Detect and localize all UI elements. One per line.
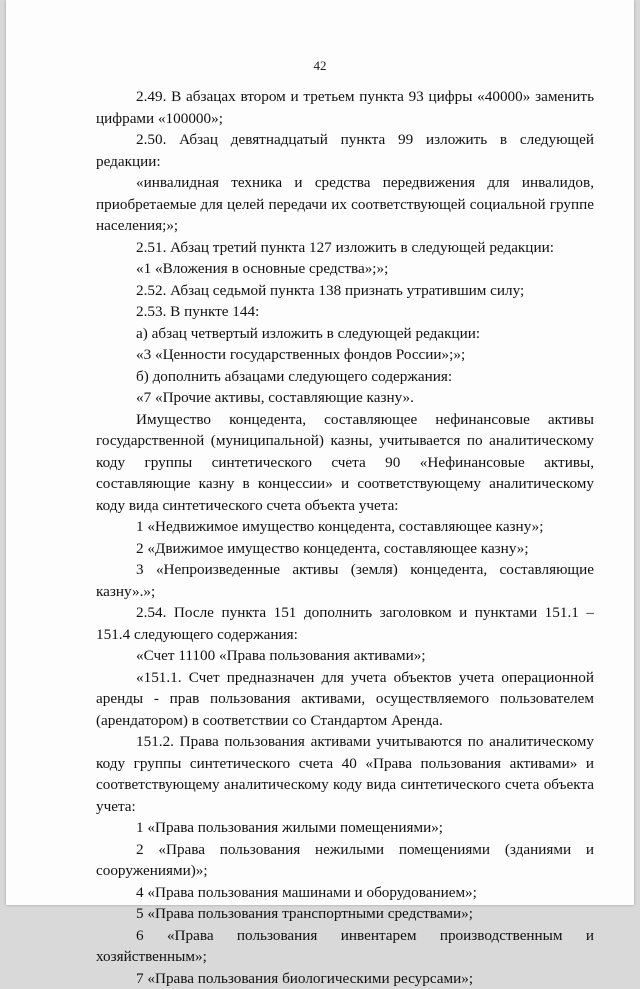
- paragraph: 2.52. Абзац седьмой пункта 138 признать утратившим силу;: [96, 280, 594, 302]
- paragraph: 151.2. Права пользования активами учитываются по аналитическому коду группы синтетического счета 40 «Права пользования активами» и соответствующему аналитическому коду вида синтетического счета объекта учета:: [96, 731, 594, 817]
- paragraph: б) дополнить абзацами следующего содержания:: [96, 366, 594, 388]
- paragraph: 2.49. В абзацах втором и третьем пункта 93 цифры «40000» заменить цифрами «100000»;: [96, 86, 594, 129]
- paragraph: Имущество концедента, составляющее нефинансовые активы государственной (муниципальной) казны, учитывается по аналитическому коду группы синтетического счета 90 «Нефинансовые активы, составляющие казну в концессии» и соответствующему аналитическому коду вида синтетического счета объекта учета:: [96, 409, 594, 517]
- paragraph: «1 «Вложения в основные средства»;»;: [96, 258, 594, 280]
- paragraph: а) абзац четвертый изложить в следующей редакции:: [96, 323, 594, 345]
- paragraph: «151.1. Счет предназначен для учета объектов учета операционной аренды - прав пользования активами, осуществляемого пользователем (арендатором) в соответствии со Стандартом Аренда.: [96, 667, 594, 732]
- paragraph: 7 «Права пользования биологическими ресурсами»;: [96, 968, 594, 989]
- paragraph: 2 «Движимое имущество концедента, составляющее казну»;: [96, 538, 594, 560]
- paragraph: «3 «Ценности государственных фондов России»;»;: [96, 344, 594, 366]
- paragraph: 4 «Права пользования машинами и оборудованием»;: [96, 882, 594, 904]
- paragraph: 1 «Недвижимое имущество концедента, составляющее казну»;: [96, 516, 594, 538]
- paragraph: 2.53. В пункте 144:: [96, 301, 594, 323]
- paragraph: 2.50. Абзац девятнадцатый пункта 99 изложить в следующей редакции:: [96, 129, 594, 172]
- paragraph: 2.54. После пункта 151 дополнить заголовком и пунктами 151.1 – 151.4 следующего содержания:: [96, 602, 594, 645]
- document-page: [6, 0, 634, 905]
- paragraph: 6 «Права пользования инвентарем производственным и хозяйственным»;: [96, 925, 594, 968]
- paragraph: 2.51. Абзац третий пункта 127 изложить в следующей редакции:: [96, 237, 594, 259]
- paragraph: «7 «Прочие активы, составляющие казну».: [96, 387, 594, 409]
- paragraph: 3 «Непроизведенные активы (земля) концедента, составляющие казну».»;: [96, 559, 594, 602]
- page-number: 42: [6, 58, 634, 74]
- paragraph: 2 «Права пользования нежилыми помещениями (зданиями и сооружениями)»;: [96, 839, 594, 882]
- paragraph: 1 «Права пользования жилыми помещениями»;: [96, 817, 594, 839]
- paragraph: 5 «Права пользования транспортными средствами»;: [96, 903, 594, 925]
- document-body: [96, 86, 594, 989]
- paragraph: «инвалидная техника и средства передвижения для инвалидов, приобретаемые для целей передачи их соответствующей социальной группе населения;»;: [96, 172, 594, 237]
- paragraph: «Счет 11100 «Права пользования активами»;: [96, 645, 594, 667]
